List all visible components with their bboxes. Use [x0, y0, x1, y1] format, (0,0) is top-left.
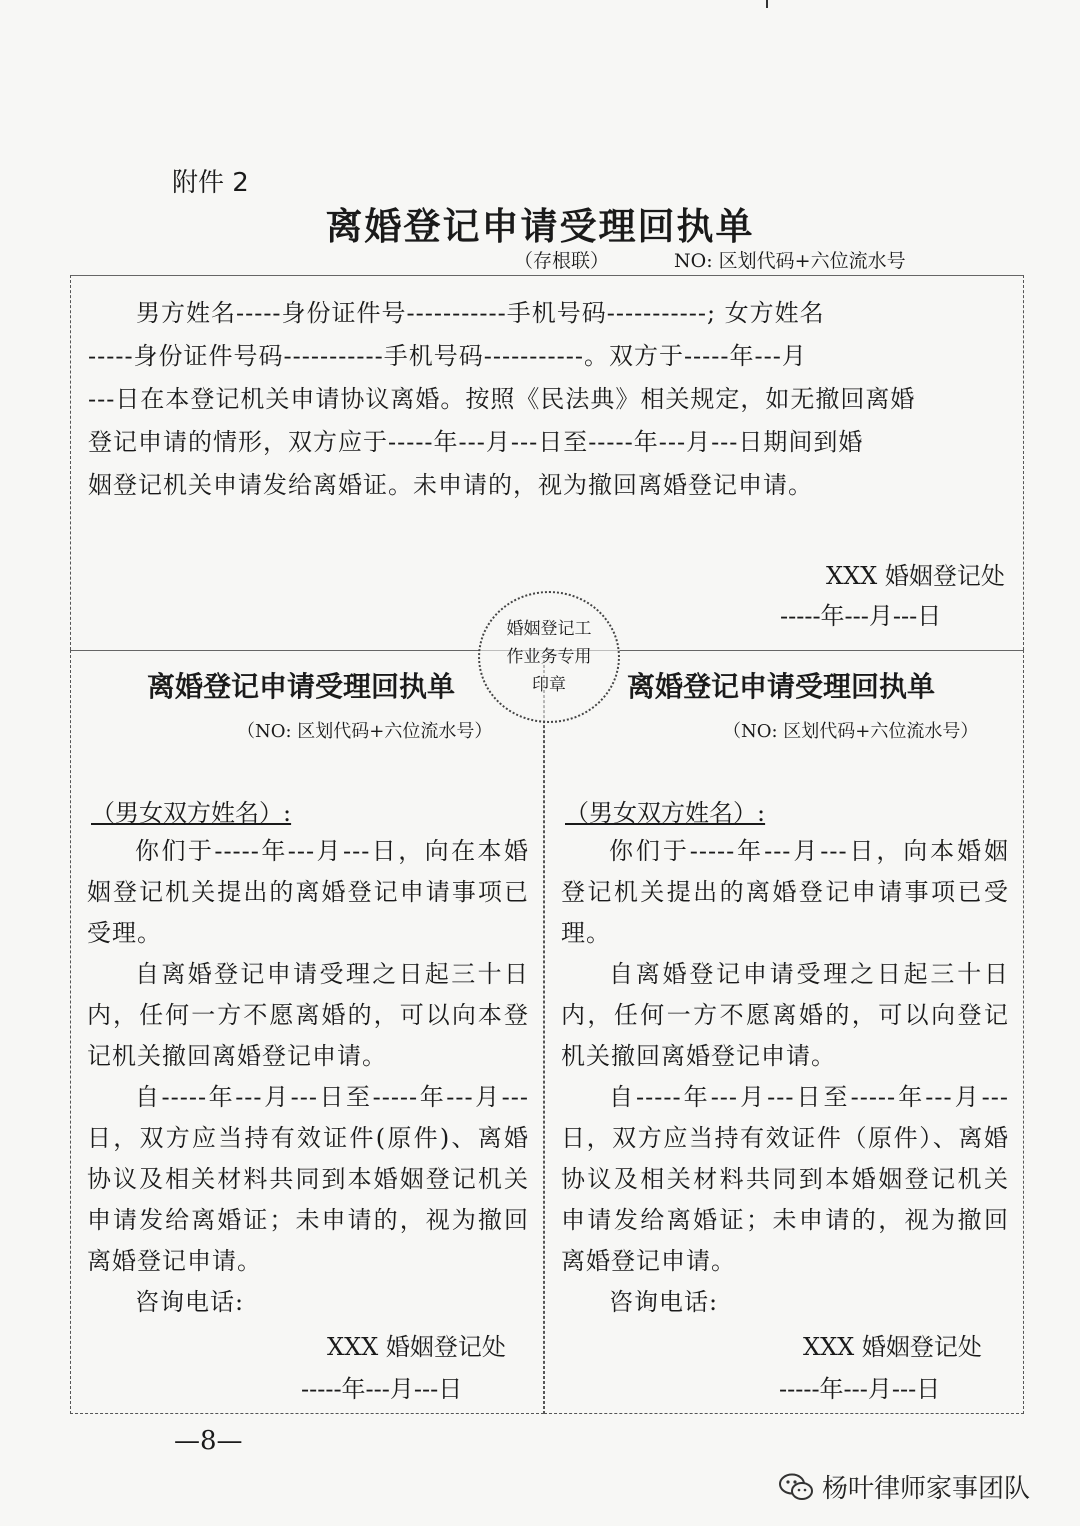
seal-line: 婚姻登记工 — [506, 619, 592, 639]
watermark-text: 杨叶律师家事团队 — [822, 1474, 1031, 1504]
stub-line: ---日在本登记机关申请协议离婚。按照《民法典》相关规定，如无撤回离婚 — [88, 385, 916, 413]
receipt-paragraph: 自离婚登记申请受理之日起三十日内，任何一方不愿离婚的，可以向本登记机关撤回离婚登记申请。 — [87, 960, 529, 1070]
receipt-date: -----年---月---日 — [301, 1375, 463, 1403]
receipt-title: 离婚登记申请受理回执单 — [147, 670, 456, 703]
receipt-paragraph: 自-----年---月---日至-----年---月---日，双方应当持有效证件（原件）、离婚协议及相关材料共同到本婚姻登记机关申请发给离婚证；未申请的，视为撤回离婚登记申请。 — [561, 1083, 1009, 1275]
receipt-office: XXX 婚姻登记处 — [327, 1333, 506, 1361]
stub-office: XXX 婚姻登记处 — [826, 562, 1005, 590]
receipt-phone: 咨询电话: — [135, 1288, 245, 1316]
stub-date: -----年---月---日 — [780, 602, 942, 630]
page-title: 离婚登记申请受理回执单 — [325, 204, 755, 248]
receipt-title: 离婚登记申请受理回执单 — [627, 670, 936, 703]
receipt-serial: （NO: 区划代码+六位流水号） — [723, 721, 979, 742]
receipt-serial: （NO: 区划代码+六位流水号） — [237, 721, 493, 742]
stub-line: 登记申请的情形，双方应于-----年---月---日至-----年---月---日期间到婚 — [88, 428, 864, 456]
receipt-paragraph: 自离婚登记申请受理之日起三十日内，任何一方不愿离婚的，可以向登记机关撤回离婚登记申请。 — [561, 960, 1009, 1070]
receipt-date: -----年---月---日 — [779, 1375, 941, 1403]
watermark — [778, 1468, 1030, 1505]
receipt-names: （男女双方姓名）: — [565, 799, 766, 827]
stub-label: （存根联） — [514, 250, 610, 272]
seal-line: 印章 — [532, 675, 566, 695]
seal-line: 作业务专用 — [506, 647, 592, 667]
scan-tick-mark — [766, 0, 768, 8]
receipt-body — [87, 831, 529, 1323]
stub-line: 姻登记机关申请发给离婚证。未申请的，视为撤回离婚登记申请。 — [88, 471, 813, 499]
receipt-body — [561, 831, 1009, 1323]
wechat-icon — [778, 1472, 814, 1502]
receipt-panel-right — [544, 650, 1024, 1414]
receipt-names: （男女双方姓名）: — [91, 799, 292, 827]
receipt-phone: 咨询电话: — [609, 1288, 719, 1316]
official-seal — [478, 591, 620, 723]
receipt-paragraph: 你们于-----年---月---日，向本婚姻登记机关提出的离婚登记申请事项已受理。 — [561, 837, 1009, 947]
receipt-paragraph: 自-----年---月---日至-----年---月---日，双方应当持有效证件(原件)、离婚协议及相关材料共同到本婚姻登记机关申请发给离婚证；未申请的，视为撤回离婚登记申请。 — [87, 1083, 529, 1275]
page-number: —8— — [174, 1426, 243, 1456]
stub-line: 男方姓名-----身份证件号-----------手机号码-----------; 女方姓名 — [136, 299, 825, 327]
serial-number-label: NO: 区划代码+六位流水号 — [674, 250, 906, 272]
receipt-paragraph: 你们于-----年---月---日，向在本婚姻登记机关提出的离婚登记申请事项已受理。 — [87, 837, 529, 947]
attachment-label: 附件 2 — [172, 168, 249, 198]
receipt-panel-left — [70, 650, 544, 1414]
receipt-office: XXX 婚姻登记处 — [803, 1333, 982, 1361]
stub-text — [88, 292, 1012, 507]
stub-line: -----身份证件号码-----------手机号码-----------。双方于-----年---月 — [88, 342, 807, 370]
